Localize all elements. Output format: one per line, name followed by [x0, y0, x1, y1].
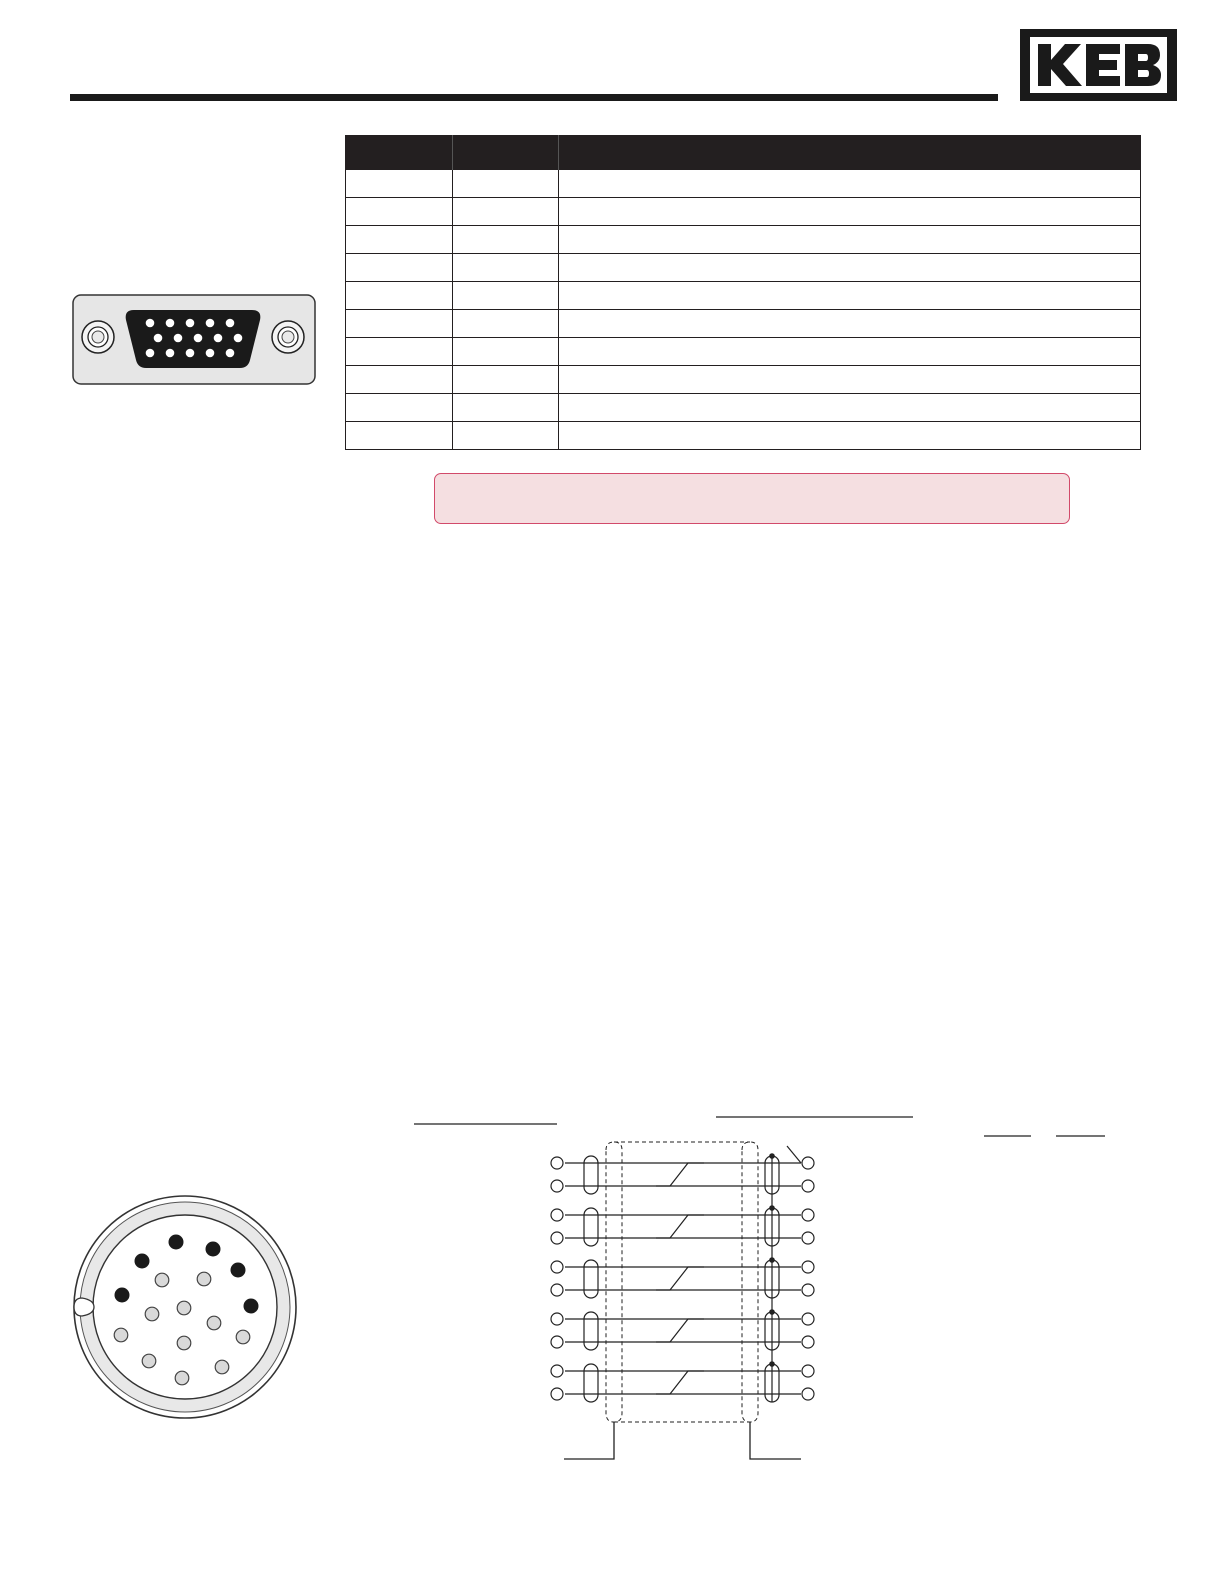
keb-logo-mark [1030, 37, 1167, 93]
keb-logo [1020, 29, 1177, 101]
table-cell [346, 366, 453, 394]
table-cell [559, 310, 1141, 338]
table-row [346, 198, 1141, 226]
table-header-pin [346, 135, 453, 170]
table-cell [453, 338, 559, 366]
label-underlines [414, 1117, 1105, 1136]
table-cell [453, 254, 559, 282]
table-cell [559, 226, 1141, 254]
table-cell [453, 422, 559, 450]
table-header-row [346, 135, 1141, 170]
left-screw-icon [82, 321, 114, 353]
table-cell [346, 338, 453, 366]
table-cell [453, 394, 559, 422]
table-cell [346, 170, 453, 198]
table-row [346, 170, 1141, 198]
table-row [346, 310, 1141, 338]
drain-leads [564, 1422, 801, 1459]
table-cell [346, 310, 453, 338]
table-cell [453, 226, 559, 254]
table-row [346, 226, 1141, 254]
table-row [346, 282, 1141, 310]
table-row [346, 366, 1141, 394]
shielded-twisted-pair-cable-diagram-icon [408, 1110, 1108, 1465]
table-cell [453, 170, 559, 198]
keb-logo-icon [1034, 40, 1164, 90]
table-header-signal [453, 135, 559, 170]
table-header-description [559, 135, 1141, 170]
table-cell [346, 226, 453, 254]
table-cell [346, 282, 453, 310]
table-cell [346, 422, 453, 450]
table-row [346, 338, 1141, 366]
17-pin-round-connector-icon [72, 1194, 298, 1420]
table-cell [453, 282, 559, 310]
shield-bus [770, 1146, 801, 1402]
pin-assignment-table [345, 135, 1141, 450]
table-row [346, 254, 1141, 282]
table-cell [559, 282, 1141, 310]
table-row [346, 422, 1141, 450]
table-cell [346, 254, 453, 282]
table-cell [453, 198, 559, 226]
overall-shield [606, 1142, 758, 1422]
table-row [346, 394, 1141, 422]
table-cell [559, 254, 1141, 282]
hd-15-dsub-connector-icon [72, 294, 317, 386]
table-cell [559, 422, 1141, 450]
table-cell [559, 366, 1141, 394]
table-cell [346, 198, 453, 226]
note-box [434, 473, 1070, 524]
table-cell [559, 198, 1141, 226]
table-cell [559, 338, 1141, 366]
table-cell [453, 310, 559, 338]
table-cell [453, 366, 559, 394]
table-cell [346, 394, 453, 422]
right-screw-icon [272, 321, 304, 353]
table-cell [559, 394, 1141, 422]
header-rule [70, 94, 998, 101]
table-cell [559, 170, 1141, 198]
